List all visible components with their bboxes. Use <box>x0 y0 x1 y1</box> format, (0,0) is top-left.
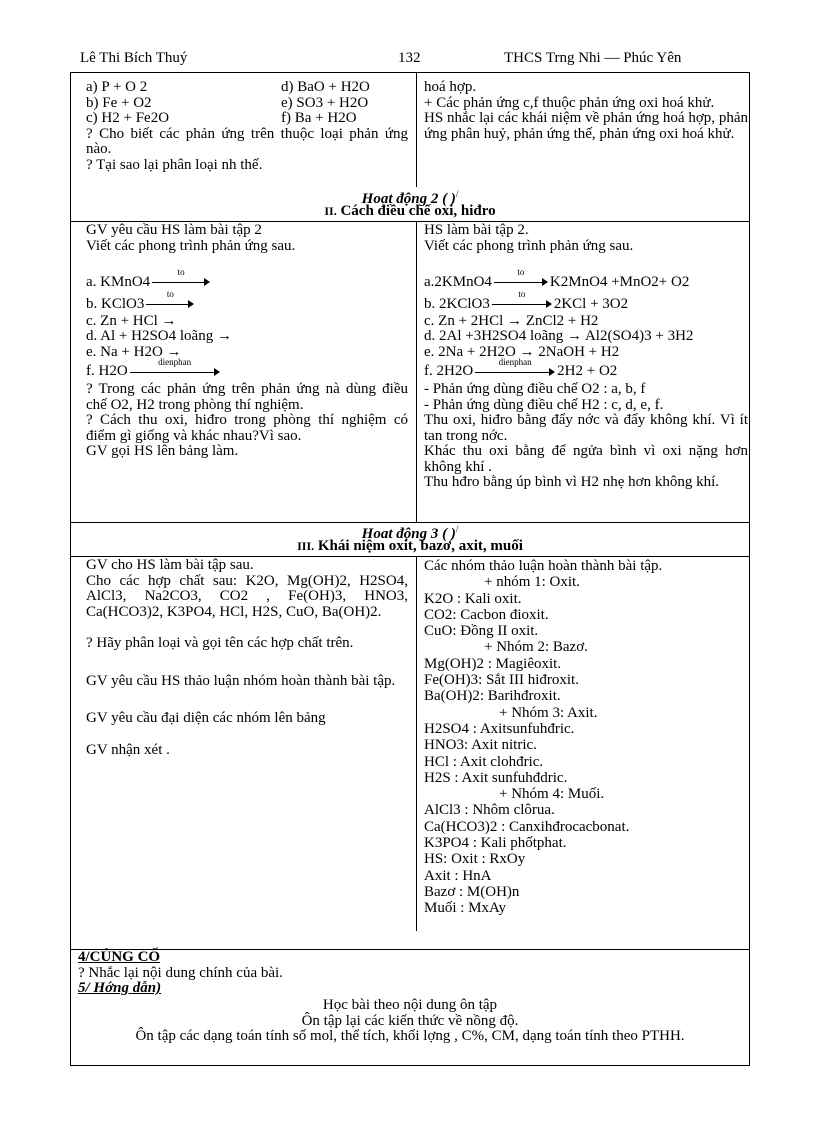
equation-c: c. Zn + HCl → <box>86 312 177 329</box>
reaction-row <box>86 111 408 127</box>
section-heading-guide: 5/ Hớng dẫn) <box>78 980 162 996</box>
column-divider <box>416 222 417 522</box>
answer-line: Muối : MxAy <box>424 900 506 917</box>
compound-list: Cho các hợp chất sau: K2O, Mg(OH)2, H2SO4, AlCl3, Na2CO3, CO2 , Fe(OH)3, HNO3, Ca(HCO3)2, K3PO4, HCl, H2S, CuO, Ba(OH)2. <box>86 572 408 620</box>
reaction-d: d) BaO + H2O <box>281 79 370 95</box>
instruction-text: GV yêu cầu đại diện các nhóm lên bảng <box>86 710 326 726</box>
group-heading: + nhóm 1: Oxit. <box>484 574 580 591</box>
answer-line: HS: Oxit : RxOy <box>424 851 526 868</box>
instruction-text: GV nhận xét . <box>86 741 170 758</box>
page-number: 132 <box>398 50 421 66</box>
question-text: ? Nhắc lại nội dung chính của bài. <box>78 964 283 981</box>
answer-line: Fe(OH)3: Sắt III hiđroxit. <box>424 672 579 689</box>
answer-line: CO2: Cacbon đioxit. <box>424 606 549 623</box>
school-name: THCS Trng Nhi — Phúc Yên <box>504 50 682 66</box>
instruction-text: GV yêu cầu HS làm bài tập 2 <box>86 222 262 238</box>
reaction-c: c) H2 + Fe2O <box>86 110 170 126</box>
activity2-right <box>424 223 748 491</box>
answer-text: hoá hợp. <box>424 80 477 95</box>
answer-line: Ca(HCO3)2 : Canxihđrocacbonat. <box>424 818 630 835</box>
equation-d: d. Al + H2SO4 loãng → <box>86 328 232 344</box>
answer-line: HCl : Axit clohđric. <box>424 753 544 770</box>
guide-line: Học bài theo nội dung ôn tập <box>322 997 498 1013</box>
activity2-subtitle: II. Cách điều chế oxi, hiđro <box>324 203 496 219</box>
activity2-title: Hoat động 2 ( )/ <box>361 189 459 207</box>
question-text: ? Cách thu oxi, hiđro trong phòng thí nghiệm có điểm gì giống và khác nhau?Vì sao. <box>86 412 408 444</box>
answer-line: Mg(OH)2 : Magiêoxit. <box>424 655 562 672</box>
activity2-left <box>86 223 408 460</box>
reaction-f: f) Ba + H2O <box>281 110 357 126</box>
answer-equation-d: d. 2Al +3H2SO4 loãng → Al2(SO4)3 + 3H2 <box>424 328 694 344</box>
answer-line: K2O : Kali oxit. <box>424 590 522 607</box>
answer-line: Axit : HnA <box>424 867 492 884</box>
guide-lines <box>80 998 740 1045</box>
activity3-title: Hoat động 3 ( )/ <box>361 524 459 542</box>
answer-text: - Phản ứng dùng điều chế H2 : c, d, e, f. <box>424 396 664 413</box>
question-text: ? Cho biết các phản ứng trên thuộc loại phản ứng nào. <box>86 125 408 157</box>
reaction-row <box>86 80 408 96</box>
answer-equation-f: f. 2H2O dienphan 2H2 + O2 <box>424 356 618 379</box>
answer-text: Thu hđro bằng úp bình vì H2 nhẹ hơn không khí. <box>424 474 719 490</box>
activity3-right <box>424 558 748 917</box>
answer-text: Thu oxi, hiđro bằng đẩy nớc và đẩy không khí. Vì ít tan trong nớc. <box>424 412 748 444</box>
answer-line: HNO3: Axit nitric. <box>424 737 537 754</box>
equation-b: b. KClO3 to <box>86 294 408 314</box>
reaction-e: e) SO3 + H2O <box>281 94 369 111</box>
reaction-a: a) P + O 2 <box>86 79 148 95</box>
group-heading: + Nhóm 3: Axit. <box>499 704 598 721</box>
group-heading: + Nhóm 2: Bazơ. <box>484 639 588 656</box>
answer-text: - Phản ứng dùng điều chế O2 : a, b, f <box>424 381 646 397</box>
column-divider <box>416 557 417 931</box>
answer-line: CuO: Đồng II oxit. <box>424 623 539 640</box>
answer-text: + Các phản ứng c,f thuộc phản ứng oxi hoá khử. <box>424 94 715 111</box>
reaction-b: b) Fe + O2 <box>86 94 152 111</box>
author-name: Lê Thi Bích Thuý <box>80 50 188 66</box>
answer-equation-a: a.2KMnO4 to K2MnO4 +MnO2+ O2 <box>424 267 690 290</box>
consolidation-section <box>78 950 738 997</box>
answer-line: H2SO4 : Axitsunfuhđric. <box>424 720 575 737</box>
question-text: ? Hãy phân loại và gọi tên các hợp chất trên. <box>86 635 354 651</box>
group-heading: + Nhóm 4: Muối. <box>499 786 605 803</box>
answer-text: Khác thu oxi bằng để ngửa bình vì oxi nặng hơn không khí . <box>424 443 748 475</box>
guide-line: Ôn tập lại các kiến thức về nồng độ. <box>301 1012 519 1029</box>
answer-line: H2S : Axit sunfuhđdric. <box>424 769 568 786</box>
activity3-left <box>86 558 408 758</box>
instruction-text: GV cho HS làm bài tập sau. <box>86 557 254 573</box>
answer-equation-b: b. 2KClO3 to 2KCl + 3O2 <box>424 289 629 312</box>
answer-line: Các nhóm thảo luận hoàn thành bài tập. <box>424 558 663 574</box>
instruction-text: Viết các phong trình phản ứng sau. <box>86 237 296 254</box>
equation-f: f. H2O dienphan <box>86 360 408 382</box>
instruction-text: GV yêu cầu HS thảo luận nhóm hoàn thành bài tập. <box>86 672 396 689</box>
reaction-row <box>86 96 408 112</box>
answer-text: Viết các phong trình phản ứng sau. <box>424 237 634 254</box>
question-text: ? Trong các phản ứng trên phản ứng nà dùng điều chế O2, H2 trong phòng thí nghiệm. <box>86 381 408 413</box>
answer-equation-e: e. 2Na + 2H2O → 2NaOH + H2 <box>424 343 620 360</box>
answer-line: AlCl3 : Nhôm clôrua. <box>424 802 555 819</box>
equation-a: a. KMnO4 to <box>86 270 408 294</box>
answer-text: HS làm bài tập 2. <box>424 223 529 238</box>
equation-e: e. Na + H2O → <box>86 343 182 360</box>
question-text: ? Tại sao lại phân loại nh thế. <box>86 156 263 173</box>
activity3-subtitle: III. Khái niệm oxit, bazơ, axit, muối <box>297 538 523 554</box>
answer-line: K3PO4 : Kali phốtphat. <box>424 835 567 852</box>
answer-text: HS nhắc lại các khái niệm về phản ứng hoá hợp, phản ứng phân huỷ, phản ứng thế, phản ứng oxi hoá khử. <box>424 110 748 142</box>
instruction-text: GV gọi HS lên bảng làm. <box>86 443 239 459</box>
guide-line: Ôn tập các dạng toán tính số mol, thể tích, khối lợng , C%, CM, dạng toán tính theo PTHH. <box>135 1028 685 1044</box>
answer-line: Bazơ : M(OH)n <box>424 883 520 900</box>
section1-right <box>424 80 748 142</box>
top-rule <box>70 72 750 73</box>
answer-line: Ba(OH)2: Barihđroxit. <box>424 688 561 705</box>
answer-equation-c: c. Zn + 2HCl → ZnCl2 + H2 <box>424 312 599 329</box>
section-heading-consolidation: 4/CỦNG CỐ <box>78 949 161 965</box>
page-header <box>80 50 740 72</box>
section1-left <box>86 80 408 173</box>
